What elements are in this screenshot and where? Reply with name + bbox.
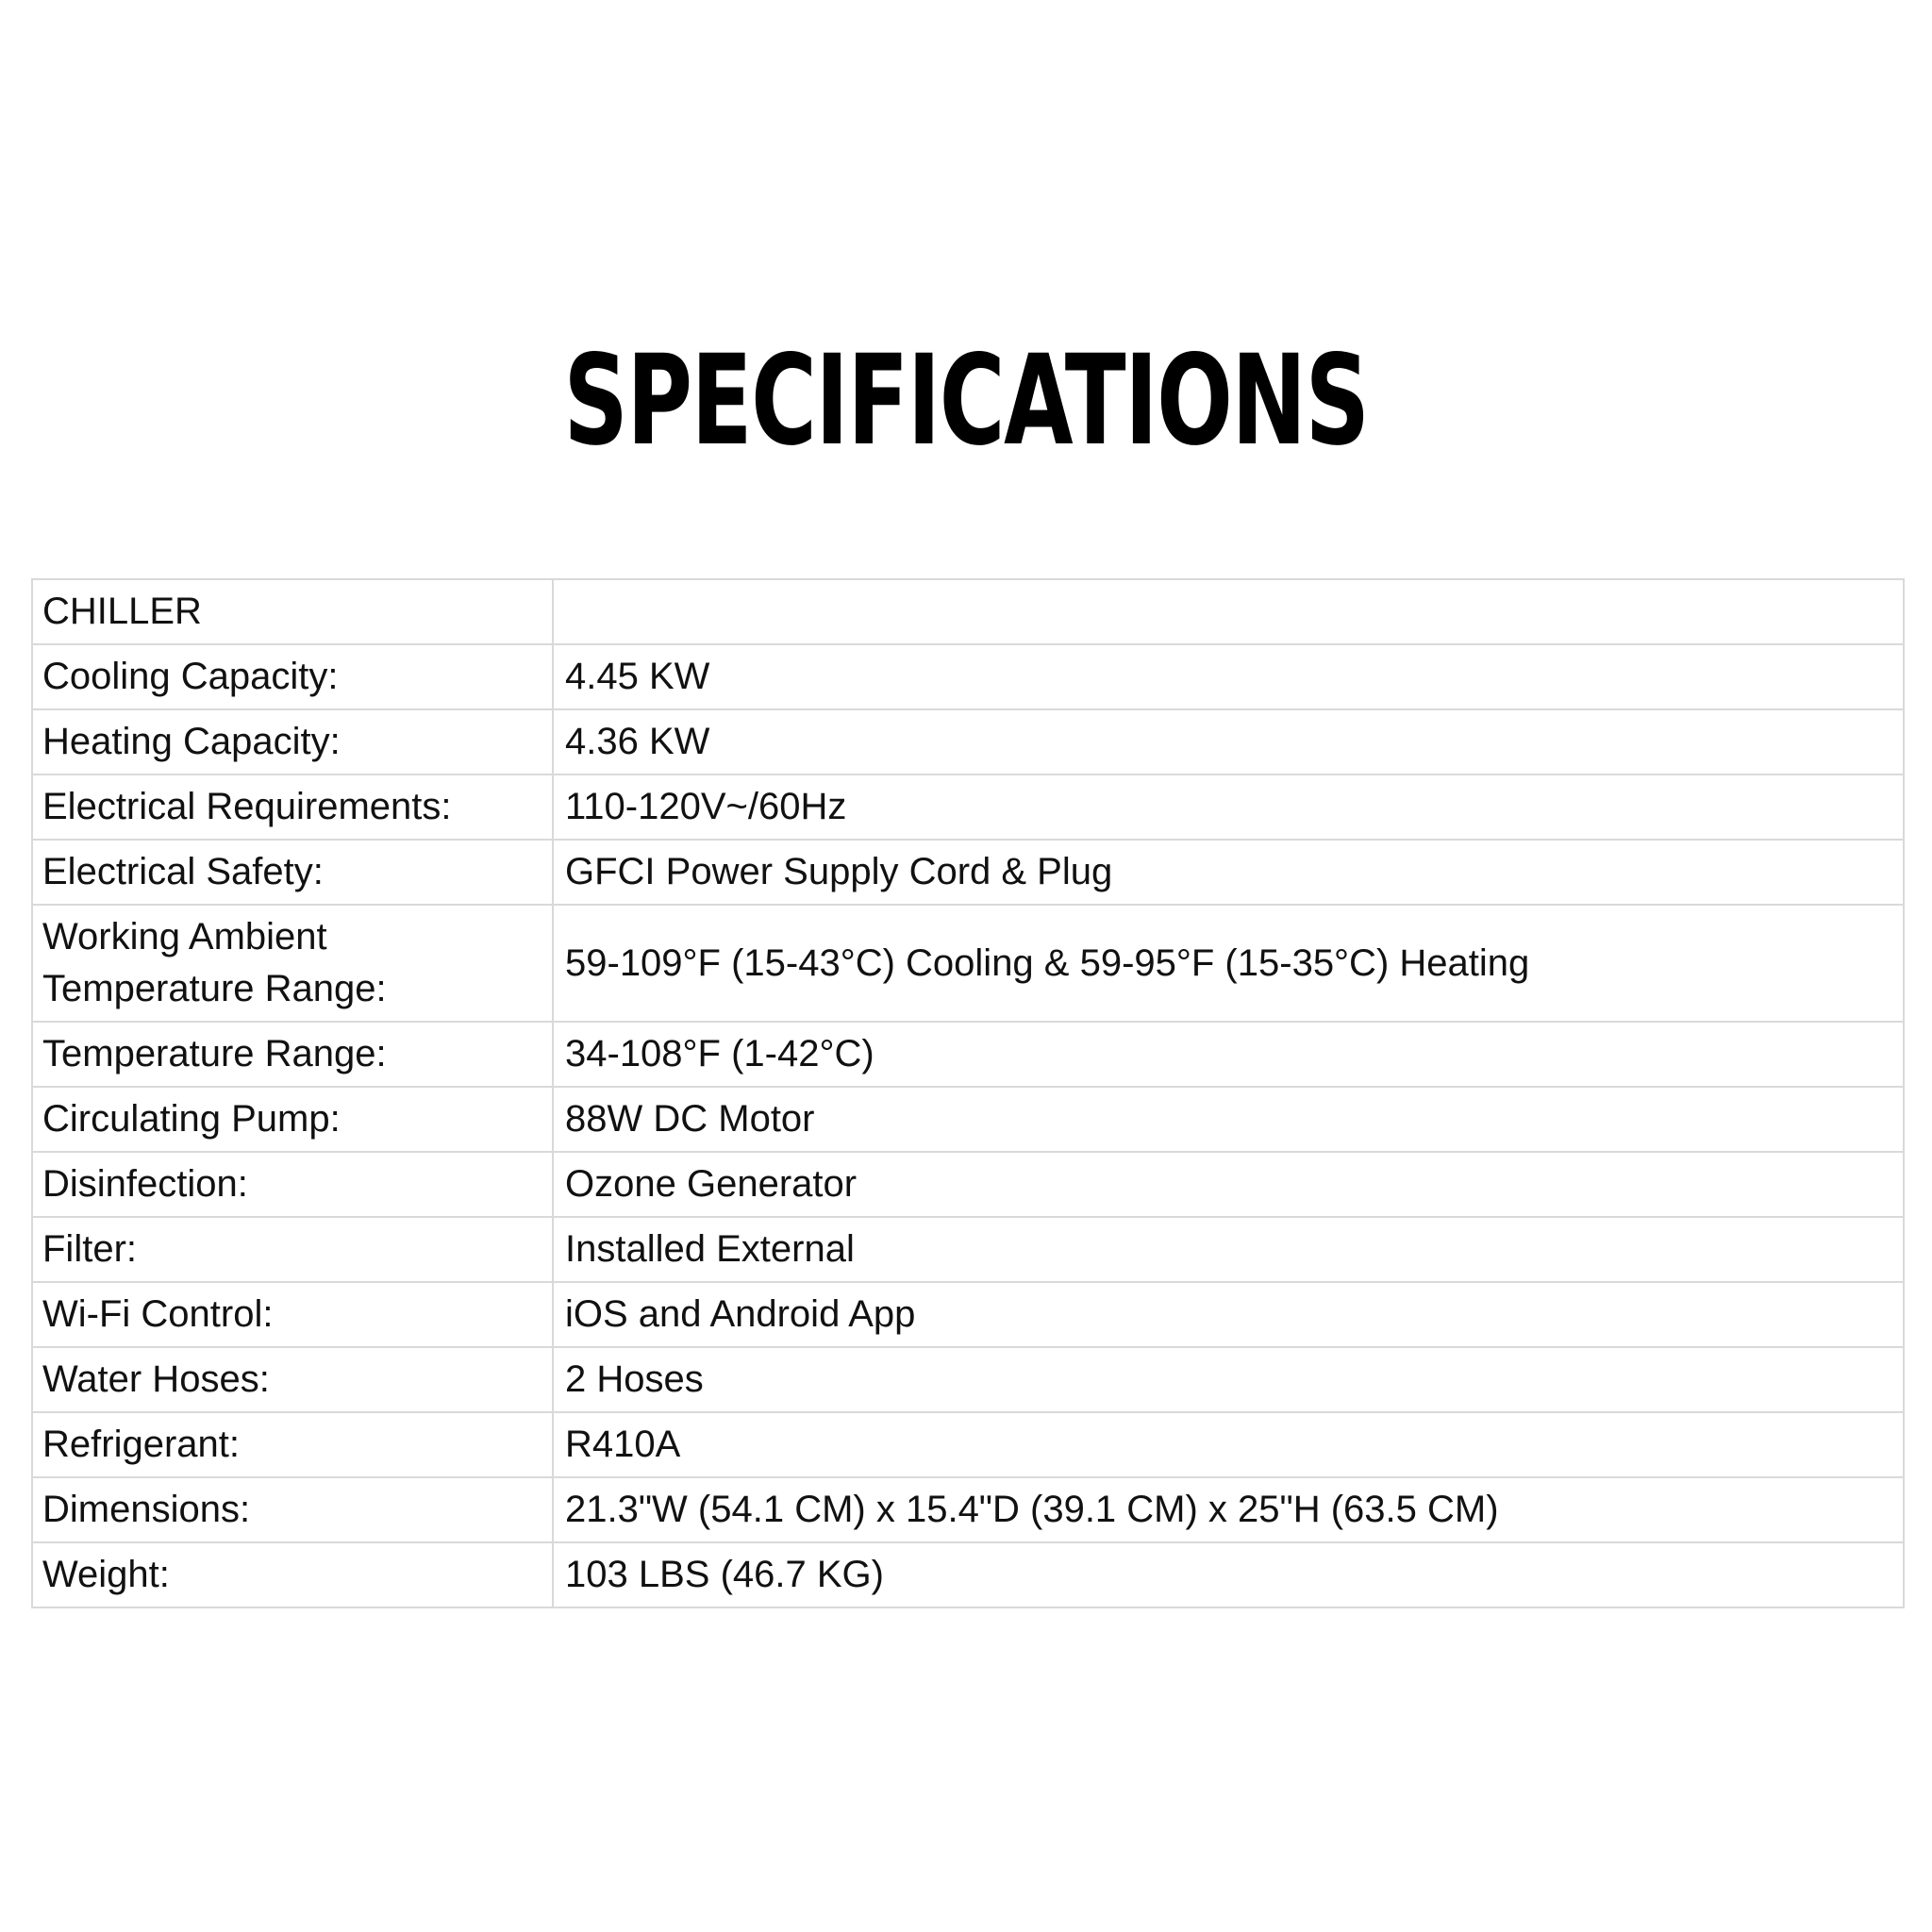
page-title: SPECIFICATIONS [563, 328, 1369, 474]
spec-value: GFCI Power Supply Cord & Plug [553, 840, 1904, 905]
spec-label: Circulating Pump: [32, 1087, 553, 1152]
specifications-table [31, 578, 1905, 1608]
table-row [32, 1022, 1904, 1087]
table-row [32, 1282, 1904, 1347]
spec-value: 4.36 KW [553, 709, 1904, 774]
table-row [32, 1347, 1904, 1412]
spec-label: Cooling Capacity: [32, 644, 553, 709]
spec-value: 2 Hoses [553, 1347, 1904, 1412]
spec-label: Disinfection: [32, 1152, 553, 1217]
spec-value: 103 LBS (46.7 KG) [553, 1542, 1904, 1607]
table-row [32, 840, 1904, 905]
table-row [32, 1087, 1904, 1152]
spec-label: Refrigerant: [32, 1412, 553, 1477]
table-row [32, 1542, 1904, 1607]
spec-value: R410A [553, 1412, 1904, 1477]
spec-label: Wi-Fi Control: [32, 1282, 553, 1347]
spec-label: Filter: [32, 1217, 553, 1282]
spec-label: Electrical Requirements: [32, 774, 553, 840]
spec-value: 110-120V~/60Hz [553, 774, 1904, 840]
spec-label: Dimensions: [32, 1477, 553, 1542]
spec-value: 34-108°F (1-42°C) [553, 1022, 1904, 1087]
table-row [32, 1217, 1904, 1282]
spec-label: Heating Capacity: [32, 709, 553, 774]
table-row [32, 905, 1904, 1022]
spec-label: Electrical Safety: [32, 840, 553, 905]
spec-value: Ozone Generator [553, 1152, 1904, 1217]
table-row [32, 709, 1904, 774]
spec-value [553, 579, 1904, 644]
spec-label: Weight: [32, 1542, 553, 1607]
table-row [32, 1412, 1904, 1477]
spec-value: 4.45 KW [553, 644, 1904, 709]
spec-label: CHILLER [32, 579, 553, 644]
spec-value: 59-109°F (15-43°C) Cooling & 59-95°F (15-35°C) Heating [553, 905, 1904, 1022]
spec-label: Temperature Range: [32, 1022, 553, 1087]
spec-label: Water Hoses: [32, 1347, 553, 1412]
table-row [32, 1477, 1904, 1542]
spec-label: Working Ambient Temperature Range: [32, 905, 553, 1022]
table-row [32, 644, 1904, 709]
spec-value: iOS and Android App [553, 1282, 1904, 1347]
table-row [32, 1152, 1904, 1217]
spec-value: 21.3"W (54.1 CM) x 15.4"D (39.1 CM) x 25"H (63.5 CM) [553, 1477, 1904, 1542]
table-row [32, 774, 1904, 840]
spec-value: Installed External [553, 1217, 1904, 1282]
table-row [32, 579, 1904, 644]
spec-value: 88W DC Motor [553, 1087, 1904, 1152]
